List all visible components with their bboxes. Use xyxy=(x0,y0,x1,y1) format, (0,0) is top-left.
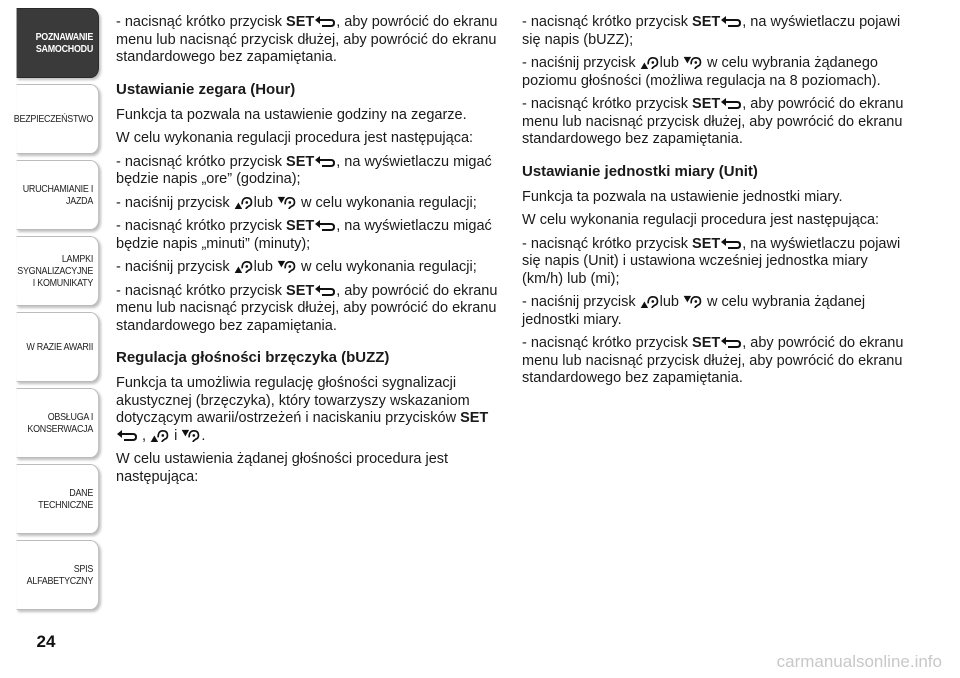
heading-buzz: Regulacja głośności brzęczyka (bUZZ) xyxy=(116,349,390,366)
return-icon xyxy=(314,218,336,232)
paragraph: Funkcja ta pozwala na ustawienie jednostki miary. xyxy=(522,188,843,205)
volume-down-icon xyxy=(277,195,297,209)
tab-lampki-sygnalizacyjne[interactable] xyxy=(17,236,99,306)
page-number: 24 xyxy=(36,632,56,651)
volume-up-icon xyxy=(234,195,254,209)
paragraph: - nacisnąć krótko przycisk SET , na wyświetlaczu pojawi się napis (Unit) i ustawiona wcześniej jednostka miary (km/h) lub (mi); xyxy=(522,235,901,287)
paragraph: - nacisnąć krótko przycisk SET , na wyświetlaczu migać będzie napis „ore” (godzina); xyxy=(116,153,492,187)
set-label: SET xyxy=(692,235,721,252)
volume-down-icon xyxy=(683,294,703,308)
set-label: SET xyxy=(286,218,315,234)
left-column xyxy=(116,14,501,492)
paragraph: - naciśnij przycisk lub w celu wykonania regulacji; xyxy=(116,194,477,211)
tab-bezpieczenstwo[interactable] xyxy=(13,84,99,154)
tab-uruchamianie-i-jazda[interactable] xyxy=(17,160,99,230)
paragraph: W celu wykonania regulacji procedura jest następująca: xyxy=(522,212,880,228)
return-icon xyxy=(314,154,336,168)
return-icon xyxy=(720,96,742,110)
paragraph: - nacisnąć krótko przycisk SET , aby powrócić do ekranu menu lub nacisnąć przycisk dłużej, aby powrócić do ekranu standardowego bez zapamiętania. xyxy=(522,335,904,386)
volume-down-icon xyxy=(683,55,703,69)
set-label: SET xyxy=(692,96,721,112)
tab-label: LAMPKI SYGNALIZACYJNE I KOMUNIKATY xyxy=(17,253,94,289)
paragraph: - nacisnąć krótko przycisk SET , na wyświetlaczu migać będzie napis „minuti” (minuty); xyxy=(116,218,492,252)
heading-hour: Ustawianie zegara (Hour) xyxy=(116,80,296,98)
paragraph: - nacisnąć krótko przycisk SET , aby powrócić do ekranu menu lub nacisnąć przycisk dłużej, aby powrócić do ekranu standardowego bez zapamiętania. xyxy=(116,282,498,334)
volume-up-icon xyxy=(640,294,660,308)
return-icon xyxy=(720,14,742,28)
return-icon xyxy=(720,335,742,349)
paragraph: - nacisnąć krótko przycisk SET , aby powrócić do ekranu menu lub nacisnąć przycisk dłużej, aby powrócić do ekranu standardowego bez zapamiętania. xyxy=(116,14,498,65)
paragraph: - nacisnąć krótko przycisk SET , aby powrócić do ekranu menu lub nacisnąć przycisk dłużej, aby powrócić do ekranu standardowego bez zapamiętania. xyxy=(522,96,904,147)
tab-obsluga-i-konserwacja[interactable] xyxy=(17,388,99,458)
volume-up-icon xyxy=(150,428,170,442)
return-icon xyxy=(116,428,138,442)
set-label: SET xyxy=(692,14,721,30)
heading-unit: Ustawianie jednostki miary (Unit) xyxy=(522,162,758,180)
set-label: SET xyxy=(286,153,315,170)
section-tabs xyxy=(2,8,99,616)
tab-label: BEZPIECZEŃSTWO xyxy=(13,113,94,125)
tab-spis-alfabetyczny[interactable] xyxy=(17,540,99,610)
tab-label: SPIS ALFABETYCZNY xyxy=(26,563,94,587)
paragraph: W celu wykonania regulacji procedura jest następująca: xyxy=(116,130,474,146)
tab-dane-techniczne[interactable] xyxy=(17,464,99,534)
volume-down-icon xyxy=(181,428,201,442)
return-icon xyxy=(720,236,742,250)
tab-label: POZNAWANIE SAMOCHODU xyxy=(35,31,94,55)
tab-label: DANE TECHNICZNE xyxy=(38,487,94,511)
volume-up-icon xyxy=(234,259,254,273)
set-label: SET xyxy=(460,410,489,426)
return-icon xyxy=(314,283,336,297)
volume-up-icon xyxy=(640,55,660,69)
watermark: carmanualsonline.info xyxy=(776,652,942,671)
return-icon xyxy=(314,14,336,28)
tab-label: URUCHAMIANIE I JAZDA xyxy=(22,183,94,207)
paragraph: - nacisnąć krótko przycisk SET , na wyświetlaczu pojawi się napis (bUZZ); xyxy=(522,14,901,48)
paragraph: Funkcja ta pozwala na ustawienie godziny na zegarze. xyxy=(116,106,467,123)
set-label: SET xyxy=(692,335,721,351)
paragraph: - naciśnij przycisk lub w celu wybrania żądanej jednostki miary. xyxy=(522,294,866,328)
paragraph: - naciśnij przycisk lub w celu wykonania regulacji; xyxy=(116,259,477,275)
tab-label: OBSŁUGA I KONSERWACJA xyxy=(27,411,94,435)
tab-label: W RAZIE AWARII xyxy=(26,341,94,353)
volume-down-icon xyxy=(277,259,297,273)
paragraph: Funkcja ta umożliwia regulację głośności sygnalizacji akustycznej (brzęczyka), który towarzyszy wskazaniom dotyczącym awarii/ostrzeżeń i naciskaniu przycisków SET , i . xyxy=(116,375,489,444)
tab-w-razie-awarii[interactable] xyxy=(17,312,99,382)
set-label: SET xyxy=(286,282,315,299)
tab-poznawanie-samochodu[interactable] xyxy=(17,8,99,78)
paragraph: W celu ustawienia żądanej głośności procedura jest następująca: xyxy=(116,451,449,485)
paragraph: - naciśnij przycisk lub w celu wybrania żądanego poziomu głośności (możliwa regulacja na 8 poziomach). xyxy=(522,55,881,89)
set-label: SET xyxy=(286,14,315,30)
right-column xyxy=(522,14,907,394)
